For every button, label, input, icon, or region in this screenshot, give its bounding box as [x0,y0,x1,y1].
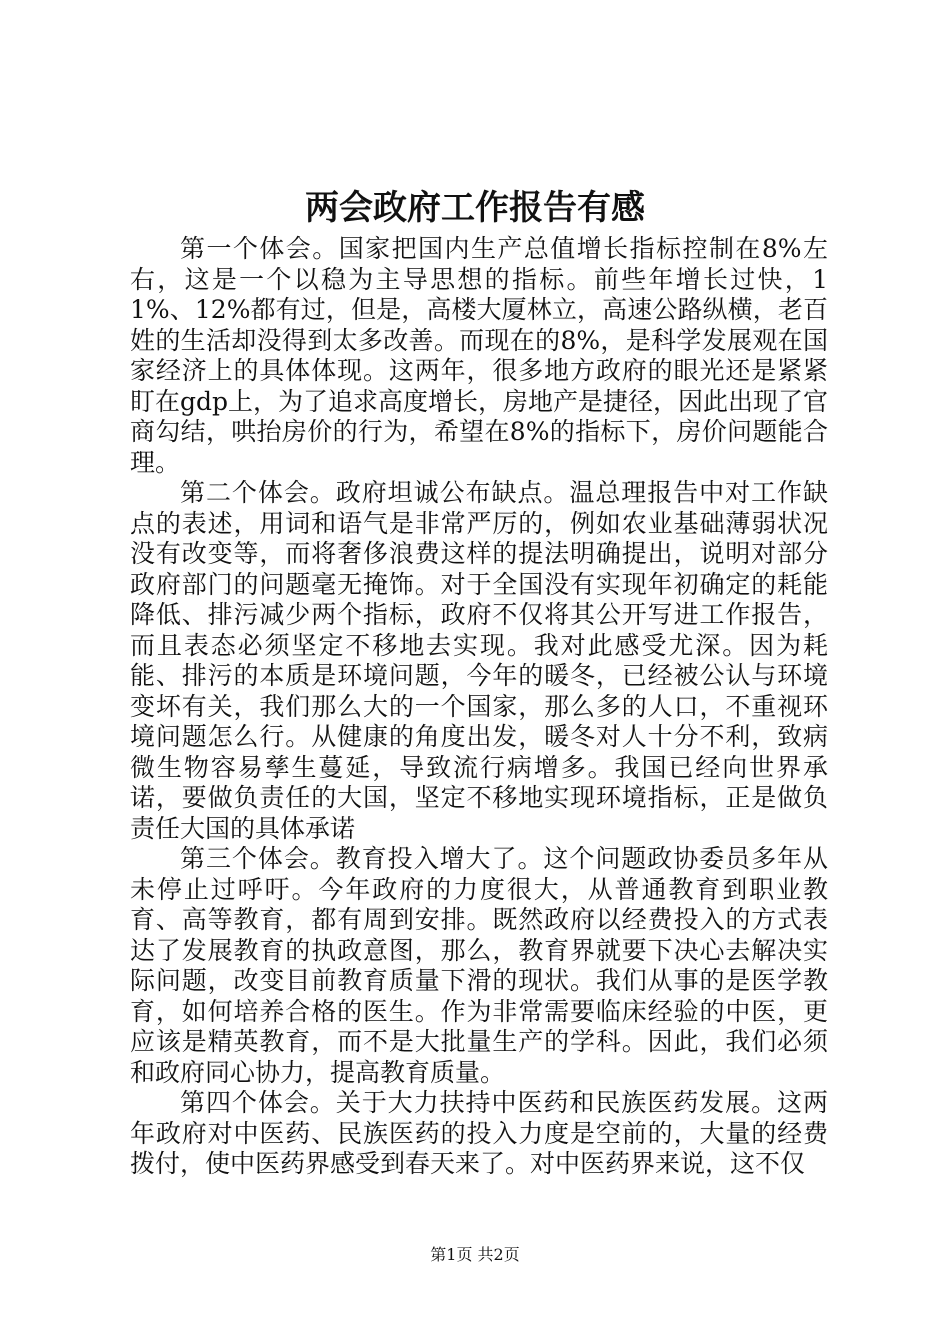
paragraph-3: 第三个体会。教育投入增大了。这个问题政协委员多年从未停止过呼吁。今年政府的力度很大，从普通教育到职业教育、高等教育，都有周到安排。既然政府以经费投入的方式表达了发展教育的执政意图，那么，教育界就要下决心去解决实际问题，改变目前教育质量下滑的现状。我们从事的是医学教育，如何培养合格的医生。作为非常需要临床经验的中医，更应该是精英教育，而不是大批量生产的学科。因此，我们必须和政府同心协力，提高教育质量。 [130,844,828,1087]
paragraph-4: 第四个体会。关于大力扶持中医药和民族医药发展。这两年政府对中医药、民族医药的投入力度是空前的，大量的经费拨付，使中医药界感受到春天来了。对中医药界来说，这不仅 [130,1088,828,1178]
document-body [130,234,828,1180]
paragraph-1: 第一个体会。国家把国内生产总值增长指标控制在8%左右，这是一个以稳为主导思想的指标。前些年增长过快，11%、12%都有过，但是，高楼大厦林立，高速公路纵横，老百姓的生活却没得到太多改善。而现在的8%，是科学发展观在国家经济上的具体体现。这两年，很多地方政府的眼光还是紧紧盯在gdp上，为了追求高度增长，房地产是捷径，因此出现了官商勾结，哄抬房价的行为，希望在8%的指标下，房价问题能合理。 [130,234,829,477]
page-number-footer: 第1页 共2页 [430,1245,520,1264]
paragraph-2: 第二个体会。政府坦诚公布缺点。温总理报告中对工作缺点的表述，用词和语气是非常严厉的，例如农业基础薄弱状况没有改变等，而将奢侈浪费这样的提法明确提出，说明对部分政府部门的问题毫无掩饰。对于全国没有实现年初确定的耗能降低、排污减少两个指标，政府不仅将其公开写进工作报告，而且表态必须坚定不移地去实现。我对此感受尤深。因为耗能、排污的本质是环境问题，今年的暖冬，已经被公认与环境变坏有关，我们那么大的一个国家，那么多的人口，不重视环境问题怎么行。从健康的角度出发，暖冬对人十分不利，致病微生物容易孳生蔓延，导致流行病增多。我国已经向世界承诺，要做负责任的大国，坚定不移地实现环境指标，正是做负责任大国的具体承诺 [130,478,828,843]
page-title: 两会政府工作报告有感 [305,188,645,228]
